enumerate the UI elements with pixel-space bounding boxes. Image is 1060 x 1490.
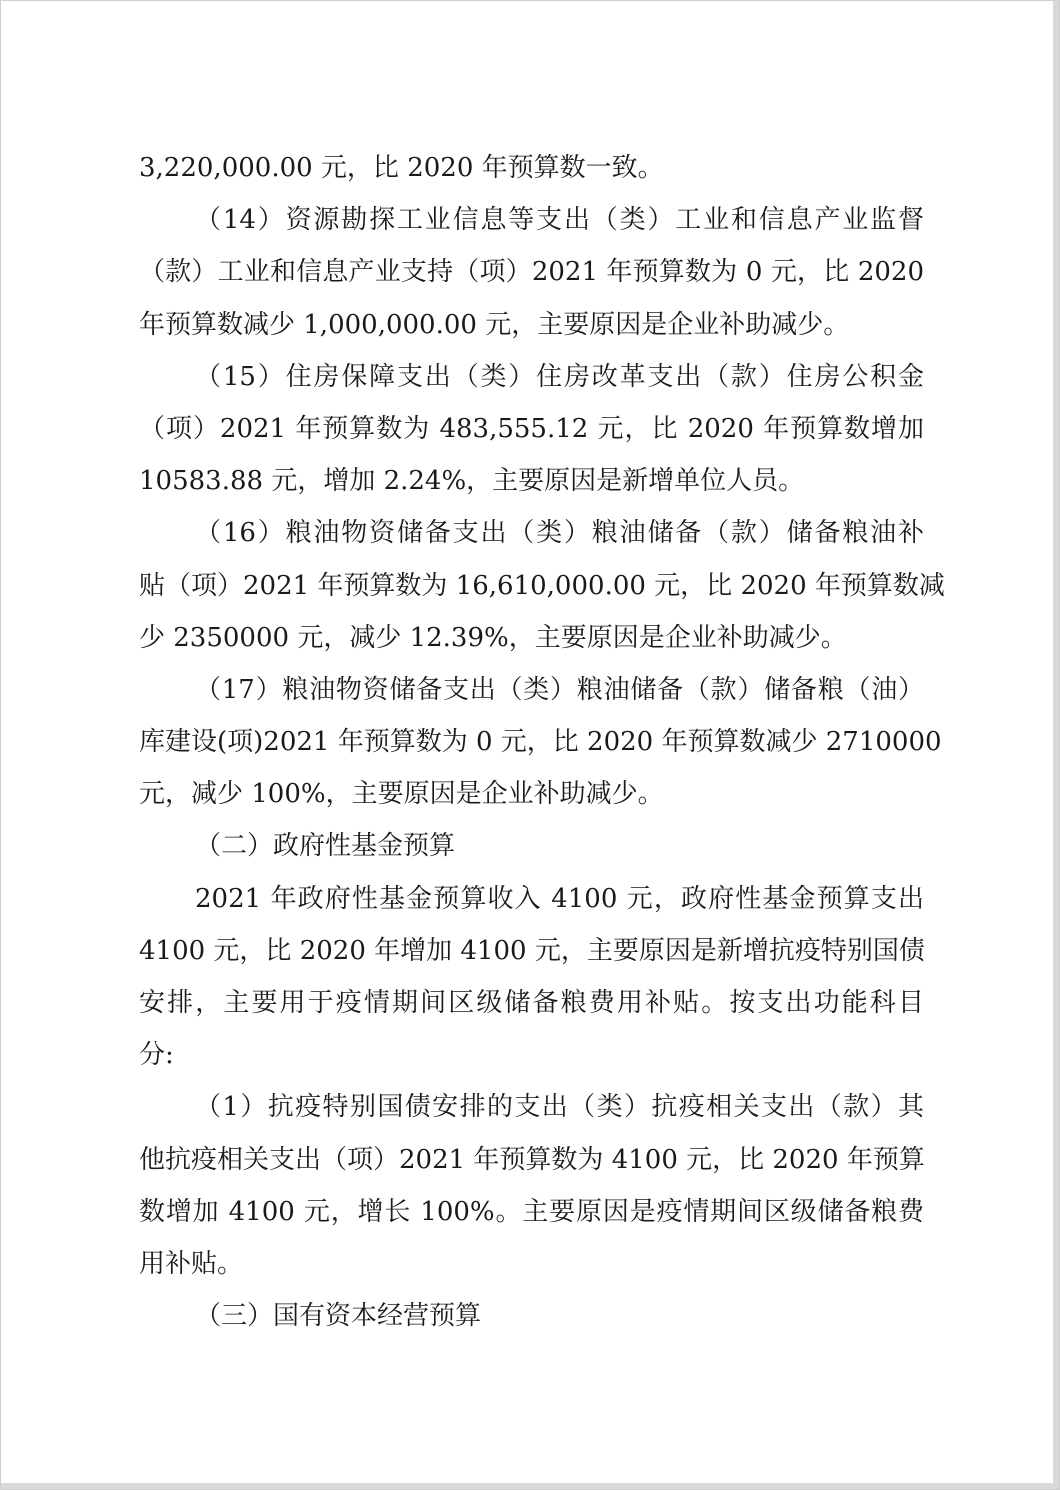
- section-heading-state-capital: （三）国有资本经营预算: [195, 1301, 482, 1332]
- paragraph-14-line-1: （14）资源勘探工业信息等支出（类）工业和信息产业监督: [195, 205, 924, 236]
- document-body: [139, 142, 945, 1342]
- fund-item-1-line-4: 用补贴。: [139, 1248, 244, 1279]
- fund-paragraph-line-3: 安排，主要用于疫情期间区级储备粮费用补贴。按支出功能科目: [139, 988, 924, 1018]
- fund-paragraph-line-4: 分:: [139, 1040, 174, 1071]
- text-line: 3,220,000.00 元，比 2020 年预算数一致。: [139, 153, 664, 183]
- paragraph-14-line-3: 年预算数减少 1,000,000.00 元，主要原因是企业补助减少。: [139, 309, 850, 340]
- paragraph-17-line-3: 元，减少 100%，主要原因是企业补助减少。: [139, 779, 664, 810]
- paragraph-15-line-1: （15）住房保障支出（类）住房改革支出（款）住房公积金: [195, 361, 924, 392]
- fund-paragraph-line-1: 2021 年政府性基金预算收入 4100 元，政府性基金预算支出: [195, 883, 924, 914]
- paragraph-15-line-3: 10583.88 元，增加 2.24%，主要原因是新增单位人员。: [139, 466, 805, 497]
- fund-item-1-line-2: 他抗疫相关支出（项）2021 年预算数为 4100 元，比 2020 年预算: [139, 1144, 925, 1175]
- paragraph-15-line-2: （项）2021 年预算数为 483,555.12 元，比 2020 年预算数增加: [139, 413, 924, 444]
- section-heading-government-fund: （二）政府性基金预算: [195, 831, 456, 862]
- paragraph-17-line-1: （17）粮油物资储备支出（类）粮油储备（款）储备粮（油）: [195, 674, 924, 705]
- fund-item-1-line-1: （1）抗疫特别国债安排的支出（类）抗疫相关支出（款）其: [195, 1092, 924, 1123]
- fund-item-1-line-3: 数增加 4100 元，增长 100%。主要原因是疫情期间区级储备粮费: [139, 1196, 924, 1227]
- paragraph-16-line-2: 贴（项）2021 年预算数为 16,610,000.00 元，比 2020 年预算数减: [139, 570, 945, 601]
- paragraph-14-line-2: （款）工业和信息产业支持（项）2021 年预算数为 0 元，比 2020: [139, 257, 924, 288]
- paragraph-17-line-2: 库建设(项)2021 年预算数为 0 元，比 2020 年预算数减少 2710000: [139, 727, 942, 758]
- fund-paragraph-line-2: 4100 元，比 2020 年增加 4100 元，主要原因是新增抗疫特别国债: [139, 935, 925, 966]
- paragraph-16-line-1: （16）粮油物资储备支出（类）粮油储备（款）储备粮油补: [195, 518, 924, 549]
- paragraph-16-line-3: 少 2350000 元，减少 12.39%，主要原因是企业补助减少。: [139, 622, 847, 653]
